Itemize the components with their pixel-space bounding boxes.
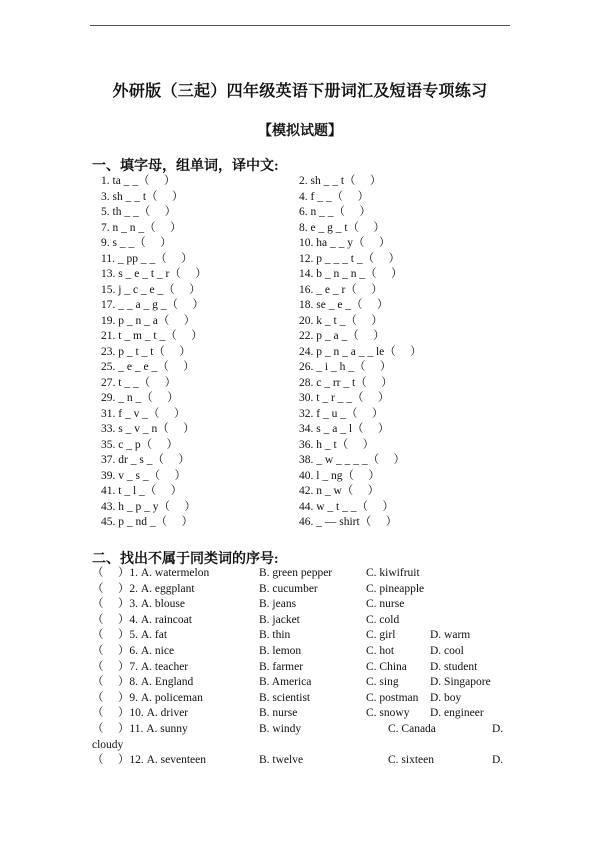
list-item [92, 597, 512, 613]
exercise-item: 11. _ pp _ _（ ） [101, 252, 193, 265]
exercise-item: 24. p _ n _ a _ _ le（ ） [299, 345, 422, 358]
exercise-item: 18. se _ e _（ ） [299, 299, 389, 311]
list-item [101, 174, 521, 190]
option-d: D. cool [430, 644, 464, 657]
exercise-item: 21. t _ m _ t _（ ） [101, 330, 203, 342]
list-item [101, 221, 521, 237]
list-item [101, 360, 521, 376]
list-item [101, 267, 521, 283]
option-d-wrap: cloudy [92, 738, 124, 751]
option-c: C. hot [366, 644, 395, 657]
list-item [92, 644, 512, 660]
list-item [92, 613, 512, 629]
section1-heading: 一、填字母，组单词，译中文: [92, 159, 279, 174]
option-b: B. thin [259, 629, 291, 642]
list-item [101, 453, 521, 469]
option-c: C. kiwifruit [366, 567, 420, 579]
exercise-item: 4. f _ _（ ） [299, 190, 369, 203]
exercise-item: 39. v _ s _（ ） [101, 469, 186, 482]
exercise-item: 27. t _ _（ ） [101, 376, 177, 389]
question-text: （ ）7. A. teacher [92, 660, 189, 673]
list-item [101, 205, 521, 221]
question-text: （ ）2. A. eggplant [92, 582, 195, 595]
exercise-item: 9. s _ _（ ） [101, 237, 172, 249]
exercise-item: 36. h _ t（ ） [299, 438, 375, 451]
exercise-item: 19. p _ n _ a（ ） [101, 314, 196, 327]
exercise-item: 17. _ _ a _ g _（ ） [101, 299, 204, 311]
question-text: （ ）1. A. watermelon [92, 567, 210, 579]
option-b: B. America [259, 676, 312, 689]
list-item-wrap [92, 738, 512, 754]
list-item [101, 469, 521, 485]
question-text: （ ）6. A. nice [92, 644, 175, 657]
exercise-item: 26. _ i _ h _（ ） [299, 361, 392, 373]
exercise-item: 5. th _ _（ ） [101, 206, 177, 218]
exercise-item: 34. s _ a _ l（ ） [299, 423, 390, 435]
exercise-item: 13. s _ e _ t _ r（ ） [101, 268, 207, 280]
list-item [101, 438, 521, 454]
list-item [92, 691, 512, 707]
list-item [101, 515, 521, 531]
exercise-item: 44. w _ t _ _（ ） [299, 500, 394, 513]
option-b: B. green pepper [259, 567, 333, 579]
exercise-item: 6. n _ _（ ） [299, 206, 371, 218]
exercise-item: 46. _ — shirt（ ） [299, 516, 398, 528]
option-c: C. sing [366, 676, 399, 689]
question-text: （ ）3. A. blouse [92, 598, 185, 611]
option-c: C. cold [366, 613, 400, 626]
fill-in-exercise-list [101, 174, 521, 531]
header-rule [90, 25, 510, 26]
option-b: B. windy [259, 722, 302, 735]
list-item [92, 706, 512, 722]
question-text: （ ）12. A. seventeen [92, 754, 207, 767]
exercise-item: 42. n _ w（ ） [299, 485, 380, 497]
page-title: 外研版（三起）四年级英语下册词汇及短语专项练习 [112, 83, 488, 100]
exercise-item: 3. sh _ _ t（ ） [101, 190, 184, 203]
option-d: D. warm [430, 629, 471, 642]
option-b: B. jeans [259, 598, 297, 611]
question-text: （ ）9. A. policeman [92, 691, 203, 704]
exercise-item: 12. p _ _ _ t _（ ） [299, 252, 400, 265]
question-text: （ ）8. A. England [92, 676, 194, 689]
exercise-item: 43. h _ p _ y（ ） [101, 500, 196, 513]
list-item [101, 298, 521, 314]
list-item [92, 582, 512, 598]
list-item [92, 660, 512, 676]
option-b: B. lemon [259, 644, 302, 657]
exercise-item: 38. _ w _ _ _ _（ ） [299, 454, 406, 466]
option-b: B. scientist [259, 691, 311, 704]
list-item [101, 500, 521, 516]
exercise-item: 2. sh _ _ t（ ） [299, 175, 382, 187]
exercise-item: 45. p _ nd _（ ） [101, 516, 193, 528]
question-text: （ ）4. A. raincoat [92, 613, 192, 626]
list-item [101, 314, 521, 330]
list-item [101, 236, 521, 252]
option-c: C. Canada [388, 722, 436, 735]
exercise-item: 8. e _ g _ t（ ） [299, 221, 385, 234]
option-c: C. pineapple [366, 582, 425, 595]
list-item [101, 376, 521, 392]
list-item [101, 329, 521, 345]
option-b: B. jacket [259, 613, 300, 626]
question-text: （ ）10. A. driver [92, 707, 189, 720]
list-item [101, 283, 521, 299]
list-item [101, 422, 521, 438]
list-item [92, 722, 512, 738]
list-item [101, 190, 521, 206]
exercise-item: 41. t _ l _（ ） [101, 485, 183, 497]
exercise-item: 33. s _ v _ n（ ） [101, 423, 195, 435]
exercise-item: 1. ta _ _（ ） [101, 175, 176, 187]
option-d: D. Singapore [430, 676, 491, 689]
exercise-item: 14. b _ n _ n _（ ） [299, 268, 403, 280]
exercise-item: 10. ha _ _ y（ ） [299, 237, 391, 249]
odd-one-out-list [92, 566, 512, 769]
option-c: C. sixteen [388, 754, 434, 767]
exercise-item: 23. p _ t _ t（ ） [101, 345, 191, 358]
exercise-item: 28. c _ rr _ t（ ） [299, 376, 393, 389]
list-item [101, 484, 521, 500]
list-item [101, 407, 521, 423]
question-text: （ ）5. A. fat [92, 629, 168, 642]
option-c: C. girl [366, 629, 396, 642]
option-d: D. [492, 722, 504, 735]
option-b: B. twelve [259, 754, 304, 767]
list-item [101, 391, 521, 407]
list-item [101, 345, 521, 361]
section2-heading: 二、找出不属于同类词的序号: [92, 552, 279, 567]
page-subtitle: 【模拟试题】 [258, 124, 342, 139]
option-d: D. student [430, 660, 478, 673]
exercise-item: 35. c _ p（ ） [101, 438, 178, 451]
list-item [92, 566, 512, 582]
question-text: （ ）11. A. sunny [92, 722, 188, 735]
list-item [92, 628, 512, 644]
option-d: D. [492, 754, 504, 767]
option-b: B. farmer [259, 660, 304, 673]
exercise-item: 32. f _ u _（ ） [299, 407, 384, 420]
option-c: C. snowy [366, 707, 410, 720]
option-c: C. nurse [366, 598, 405, 611]
option-c: C. China [366, 660, 407, 673]
exercise-item: 16. _ e _ r（ ） [299, 283, 383, 296]
list-item [92, 753, 512, 769]
option-b: B. cucumber [259, 582, 318, 595]
option-d: D. boy [430, 691, 462, 704]
exercise-item: 31. f _ v _（ ） [101, 407, 186, 420]
exercise-item: 25. _ e _ e _（ ） [101, 361, 195, 373]
list-item [92, 675, 512, 691]
exercise-item: 7. n _ n _（ ） [101, 221, 182, 234]
exercise-item: 22. p _ a _（ ） [299, 330, 385, 342]
exercise-item: 29. _ n _（ ） [101, 392, 179, 404]
exercise-item: 40. l _ ng（ ） [299, 469, 380, 482]
exercise-item: 15. j _ c _ e _（ ） [101, 283, 201, 296]
exercise-item: 37. dr _ s _（ ） [101, 454, 190, 466]
option-c: C. postman [366, 691, 419, 704]
list-item [101, 252, 521, 268]
exercise-item: 20. k _ t _（ ） [299, 314, 383, 327]
exercise-item: 30. t _ r _ _（ ） [299, 392, 390, 404]
option-b: B. nurse [259, 707, 298, 720]
option-d: D. engineer [430, 707, 484, 720]
